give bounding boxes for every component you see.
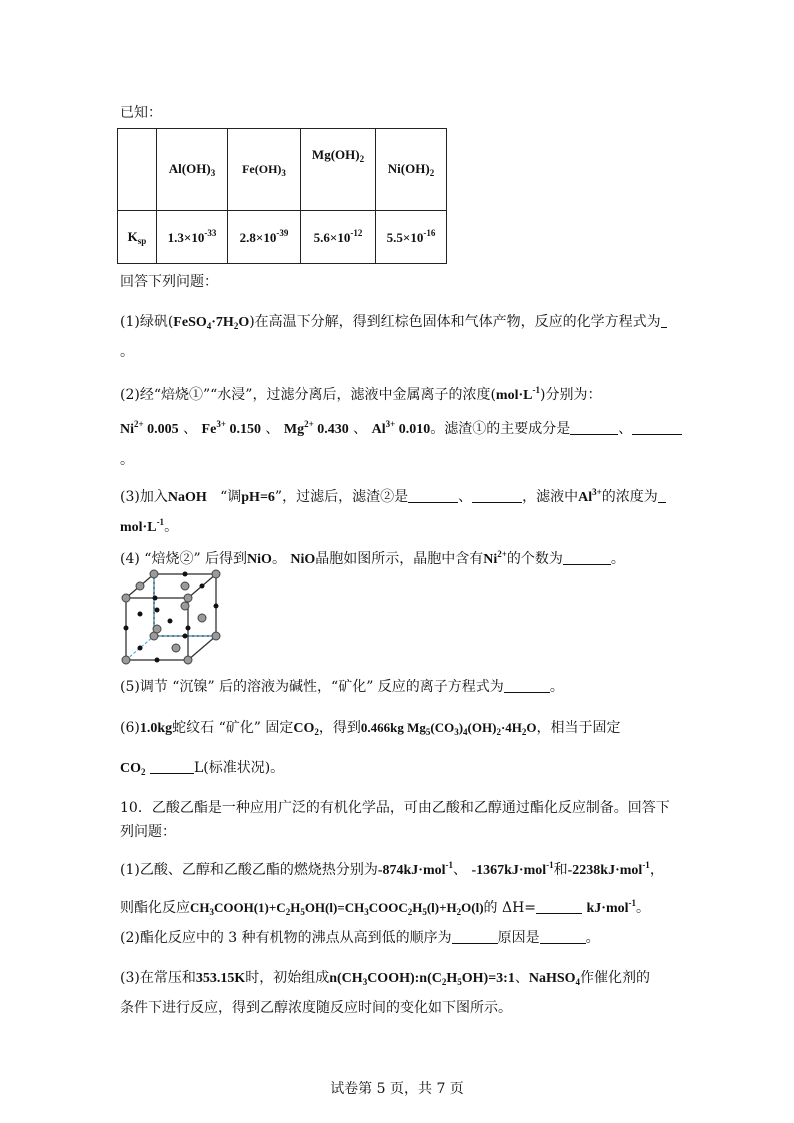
table-corner-cell [118,129,157,211]
question-6-line2: $CO_2$ L(标准状况)。 [120,760,285,777]
question-4: (4) “焙烧②” 后得到NiO。 NiO晶胞如图所示，晶胞中含有$Ni^{2+}$的个数为 。 [120,549,625,567]
question-2-line1: (2)经“焙烧①”“水浸”，过滤分离后，滤液中金属离子的浓度$(mol\cdot L^{-1})$分别为： [120,385,602,403]
question-10-part1-line1: (1)乙酸、乙醇和乙酸乙酯的燃烧热分别为-874kJ·mol$^{-1}$、 -1367kJ·mol$^{-1}$和-2238kJ·mol$^{-1}$， [120,860,664,878]
question-5: (5)调节 “沉镍” 后的溶液为碱性，“矿化” 反应的离子方程式为 。 [120,679,564,695]
answer-blank[interactable] [661,313,667,328]
question-10-stem: 10．乙酸乙酯是一种应用广泛的有机化学品，可由乙酸和乙醇通过酯化反应制备。回答下 [120,800,670,816]
question-10-part1-line2: 则酯化反应$CH_3COOH(1)+C_2H_5OH(l)=CH_3COOC_2H_5(l)+H_2O(l)$的 ΔH= kJ·mol$^{-1}$。 [120,898,650,917]
answer-blank[interactable] [570,420,618,435]
answer-blank[interactable] [408,488,458,503]
answer-blank[interactable] [504,678,550,693]
page-footer: 试卷第 5 页，共 7 页 [330,1081,464,1097]
answer-blank[interactable] [150,759,194,774]
ion-mg: $Mg^{2+}$ 0.430 [283,419,349,437]
header-fe-oh3: $Fe(OH)_3$ [228,129,301,211]
answer-blank[interactable] [658,488,666,503]
question-3-line1: (3)加入NaOH “调pH=6”，过滤后，滤渣②是 、 ，滤液中$Al^{3+}$的浓度为 [120,482,666,508]
ksp-fe: $2.8\times 10^{-39}$ [228,211,301,264]
ion-fe: $Fe^{3+}$ 0.150 [201,419,261,437]
answer-blank[interactable] [632,420,682,435]
nio-crystal-cell-figure [118,566,226,666]
question-10-stem-line2: 列问题： [120,824,176,840]
answer-blank[interactable] [540,929,586,944]
ion-ni: $Ni^{2+}$ 0.005 [120,419,179,437]
question-10-part2: (2)酯化反应中的 3 种有机物的沸点从高到低的顺序为 原因是 。 [120,930,600,946]
ksp-mg: $5.6\times 10^{-12}$ [301,211,376,264]
row-label-ksp: $K_{sp}$ [118,211,157,264]
header-ni-oh2: $Ni(OH)_2$ [376,129,447,211]
question-10-part3-line1: (3)在常压和353.15K时，初始组成$n(CH_3COOH):n(C_2H_5OH)=3:1$、NaHSO$_4$作催化剂的 [120,970,651,987]
formula-ferrous-sulfate: $FeSO_4\cdot 7H_2O$ [173,315,250,331]
ksp-table [117,128,447,264]
question-1-end: 。 [120,344,134,360]
answer-blank[interactable] [452,929,498,944]
ksp-al: $1.3\times 10^{-33}$ [157,211,228,264]
question-3-line2: $mol\cdot L^{-1}$。 [120,517,179,535]
question-1: (1)绿矾$(FeSO_4\cdot 7H_2O)$在高温下分解，得到红棕色固体和气体产物，反应的化学方程式为 [120,312,667,336]
question-10-part3-line2: 条件下进行反应，得到乙醇浓度随反应时间的变化如下图所示。 [120,1000,512,1016]
answer-prompt: 回答下列问题： [120,274,218,290]
ion-al: $Al^{3+}$ 0.010 [371,419,431,437]
header-mg-oh2: $Mg(OH)_2$ [301,129,376,211]
question-2-end: 。 [120,452,134,468]
header-al-oh3: $Al(OH)_3$ [157,129,228,211]
answer-blank[interactable] [563,550,611,565]
ksp-ni: $5.5\times 10^{-16}$ [376,211,447,264]
answer-blank[interactable] [472,488,522,503]
intro-label: 已知： [120,105,162,121]
answer-blank[interactable] [536,899,582,914]
question-6-line1: (6)1.0kg蛇纹石 “矿化” 固定$CO_2$，得到0.466kg $Mg_5(CO_3)_4(OH)_2\cdot 4H_2O$，相当于固定 [120,720,621,737]
question-2-line2: $Ni^{2+}$ 0.005 、 $Fe^{3+}$ 0.150 、 $Mg^{2+}$ 0.430 、 $Al^{3+}$ 0.010。滤渣①的主要成分是 、 [120,414,682,440]
